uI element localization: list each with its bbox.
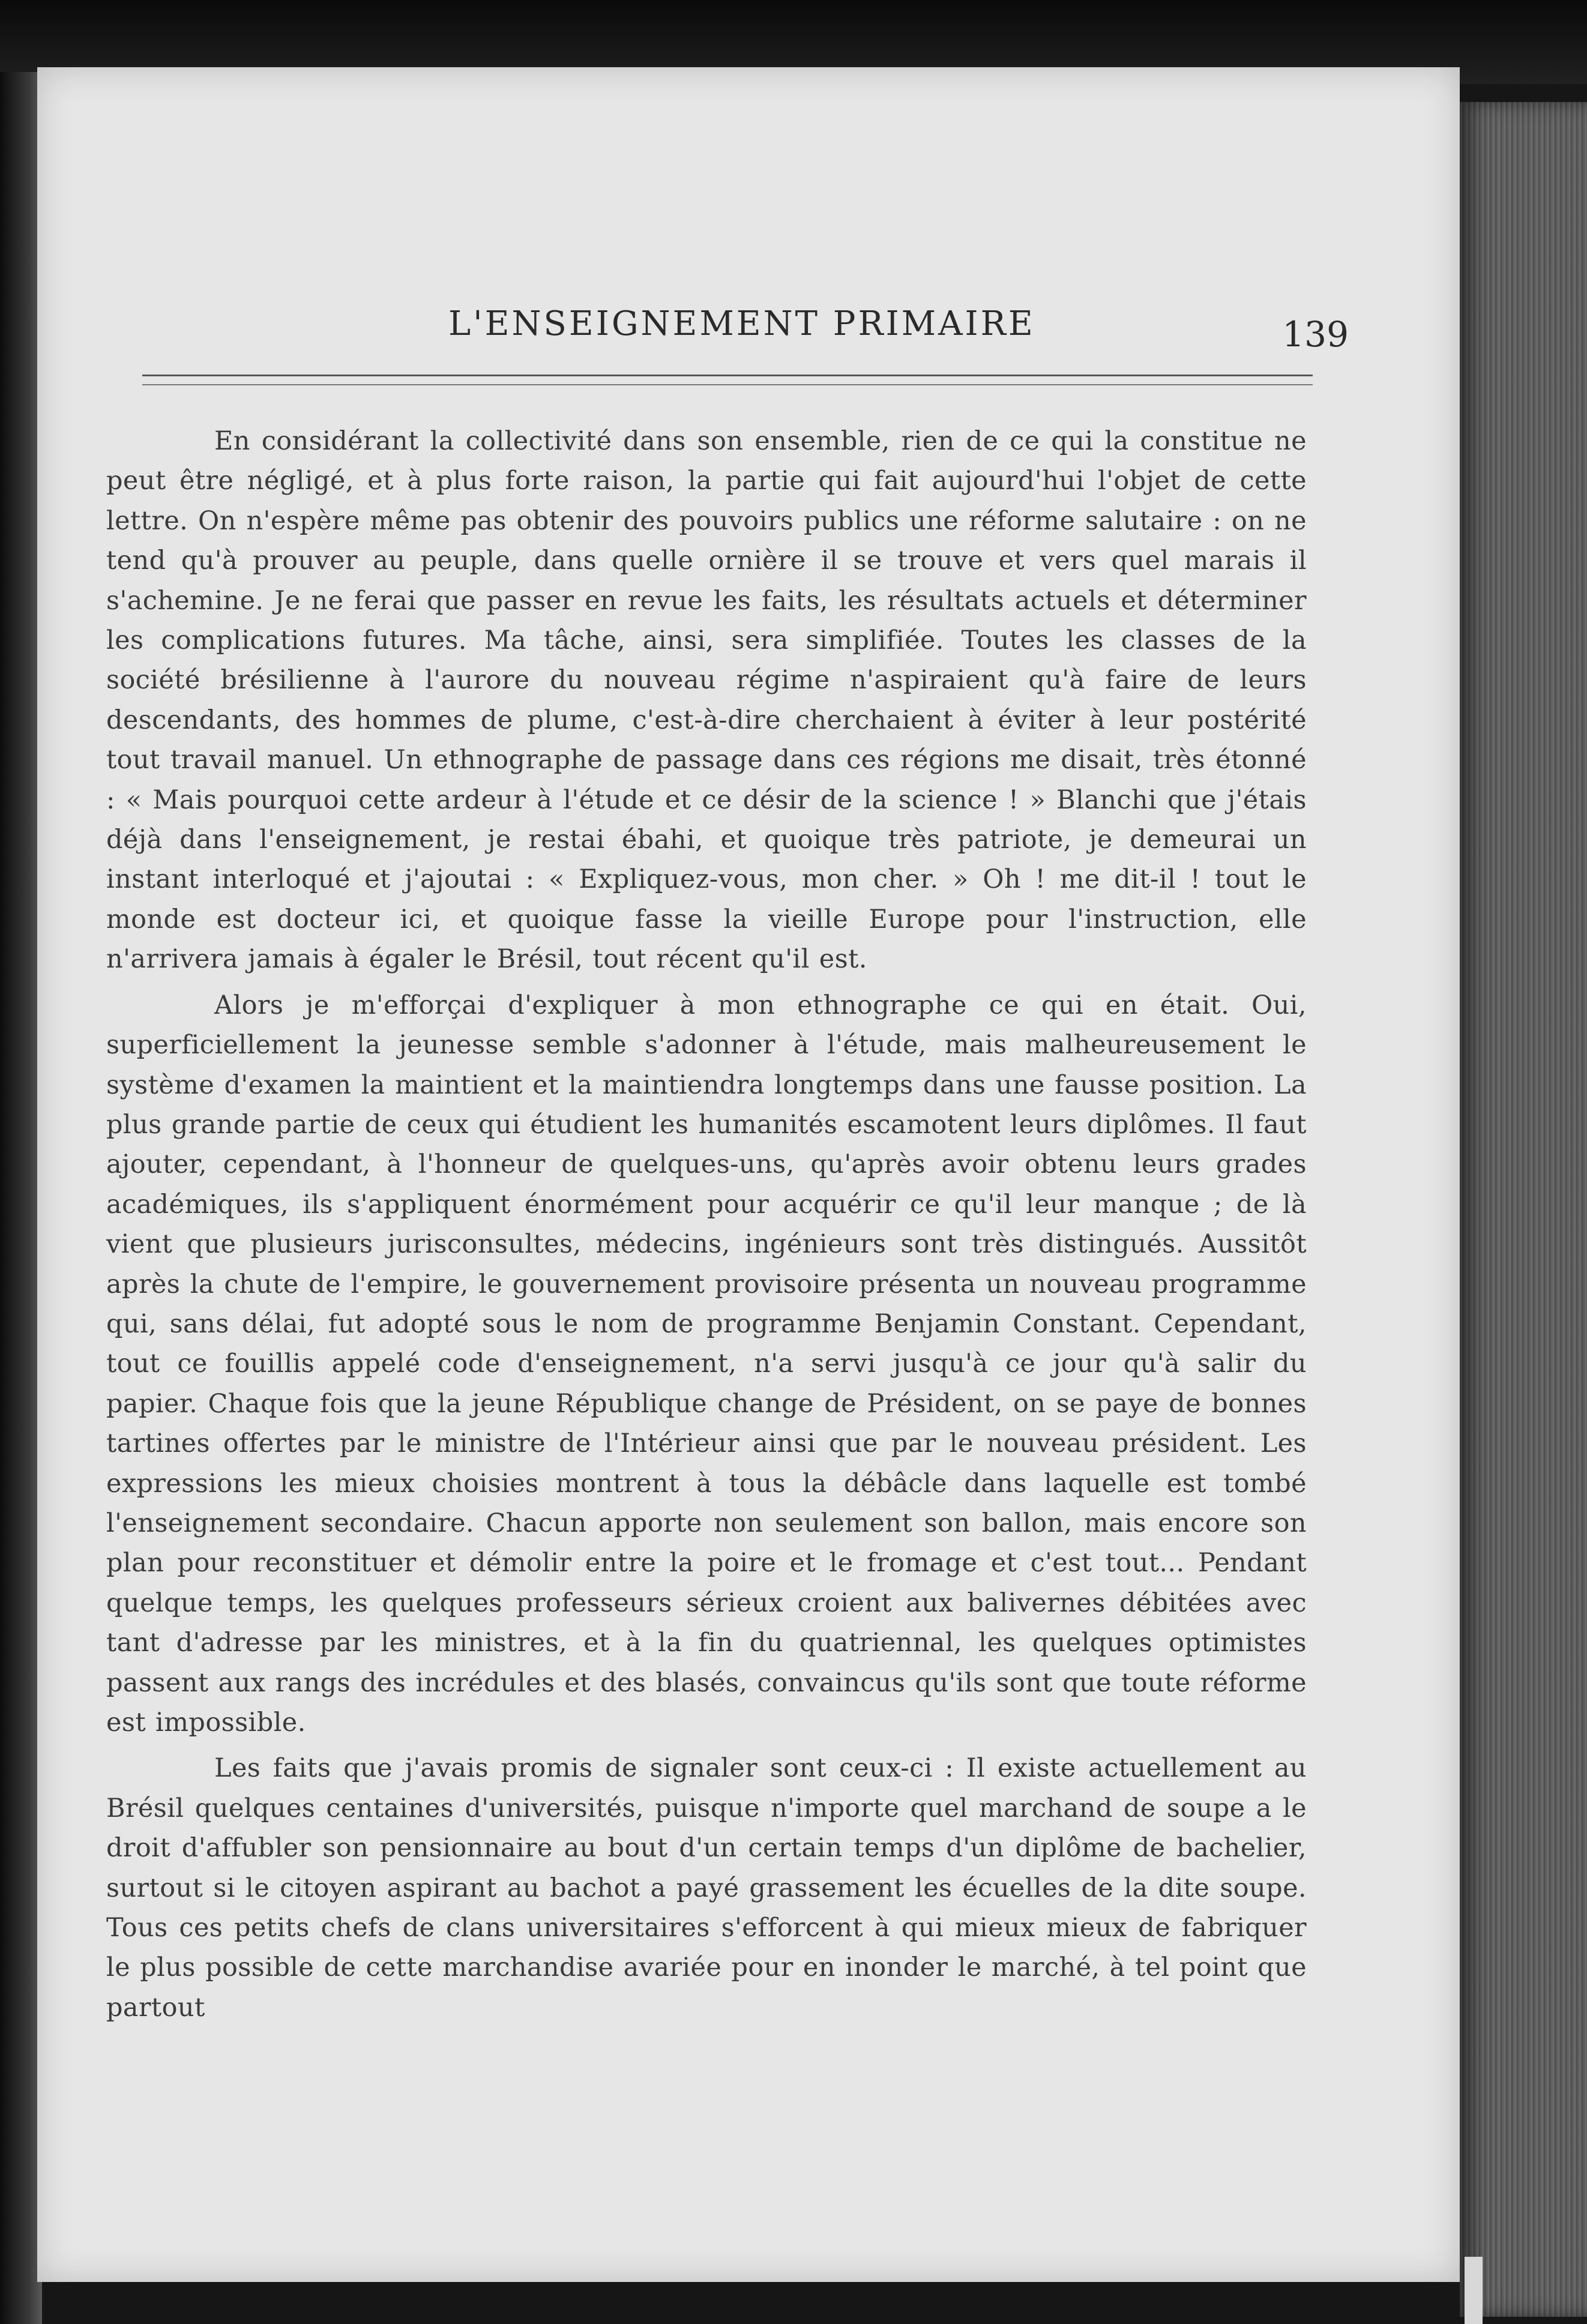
body-text	[106, 421, 1307, 2027]
running-title: L'ENSEIGNEMENT PRIMAIRE	[448, 304, 1035, 343]
header-rule-thick	[142, 375, 1313, 376]
book-gutter-edge	[0, 72, 42, 2324]
page-number: 139	[1282, 314, 1349, 355]
book-page	[37, 67, 1460, 2282]
paragraph-2: Alors je m'efforçai d'expliquer à mon ethnographe ce qui en était. Oui, superficiellement la jeunesse semble s'adonner à l'étude, mais malheureusement le système d'examen la maintient et la maintiendra longtemps dans une fausse position. La plus grande partie de ceux qui étudient les humanités escamotent leurs diplômes. Il faut ajouter, cependant, à l'honneur de quelques-uns, qu'après avoir obtenu leurs grades académiques, ils s'appliquent énormément pour acquérir ce qu'il leur manque ; de là vient que plusieurs jurisconsultes, médecins, ingénieurs sont très distingués. Aussitôt après la chute de l'empire, le gouvernement provisoire présenta un nouveau programme qui, sans délai, fut adopté sous le nom de programme Benjamin Constant. Cependant, tout ce fouillis appelé code d'enseignement, n'a servi jusqu'à ce jour qu'à salir du papier. Chaque fois que la jeune République change de Président, on se paye de bonnes tartines offertes par le ministre de l'Intérieur ainsi que par le nouveau président. Les expressions les mieux choisies montrent à tous la débâcle dans laquelle est tombé l'enseignement secondaire. Chacun apporte non seulement son ballon, mais encore son plan pour reconstituer et démolir entre la poire et le fromage et c'est tout... Pendant quelque temps, les quelques professeurs sérieux croient aux balivernes débitées avec tant d'adresse par les ministres, et à la fin du quatriennal, les quelques optimistes passent aux rangs des incrédules et des blasés, convaincus qu'ils sont que toute réforme est impossible.	[106, 990, 1307, 1738]
paragraph-3: Les faits que j'avais promis de signaler sont ceux-ci : Il existe actuellement au Brésil quelques centaines d'universités, puisque n'importe quel marchand de soupe a le droit d'affubler son pensionnaire au bout d'un certain temps d'un diplôme de bachelier, surtout si le citoyen aspirant au bachot a payé grassement les écuelles de la dite soupe. Tous ces petits chefs de clans universitaires s'efforcent à qui mieux mieux de fabriquer le plus possible de cette marchandise avariée pour en inonder le marché, à tel point que partout	[106, 1753, 1307, 2023]
header-rule-thin	[142, 384, 1313, 385]
page-corner-tab	[1465, 2257, 1483, 2324]
page-header	[142, 292, 1349, 364]
page-stack-edge	[1460, 102, 1587, 2317]
paragraph-1: En considérant la collectivité dans son ensemble, rien de ce qui la constitue ne peut être négligé, et à plus forte raison, la partie qui fait aujourd'hui l'objet de cette lettre. On n'espère même pas obtenir des pouvoirs publics une réforme salutaire : on ne tend qu'à prouver au peuple, dans quelle ornière il se trouve et vers quel marais il s'achemine. Je ne ferai que passer en revue les faits, les résultats actuels et déterminer les complications futures. Ma tâche, ainsi, sera simplifiée. Toutes les classes de la société brésilienne à l'aurore du nouveau régime n'aspiraient qu'à faire de leurs descendants, des hommes de plume, c'est-à-dire cherchaient à éviter à leur postérité tout travail manuel. Un ethnographe de passage dans ces régions me disait, très étonné : « Mais pourquoi cette ardeur à l'étude et ce désir de la science ! » Blanchi que j'étais déjà dans l'enseignement, je restai ébahi, et quoique très patriote, je demeurai un instant interloqué et j'ajoutai : « Expliquez-vous, mon cher. » Oh ! me dit-il ! tout le monde est docteur ici, et quoique fasse la vieille Europe pour l'instruction, elle n'arrivera jamais à égaler le Brésil, tout récent qu'il est.	[106, 426, 1307, 975]
